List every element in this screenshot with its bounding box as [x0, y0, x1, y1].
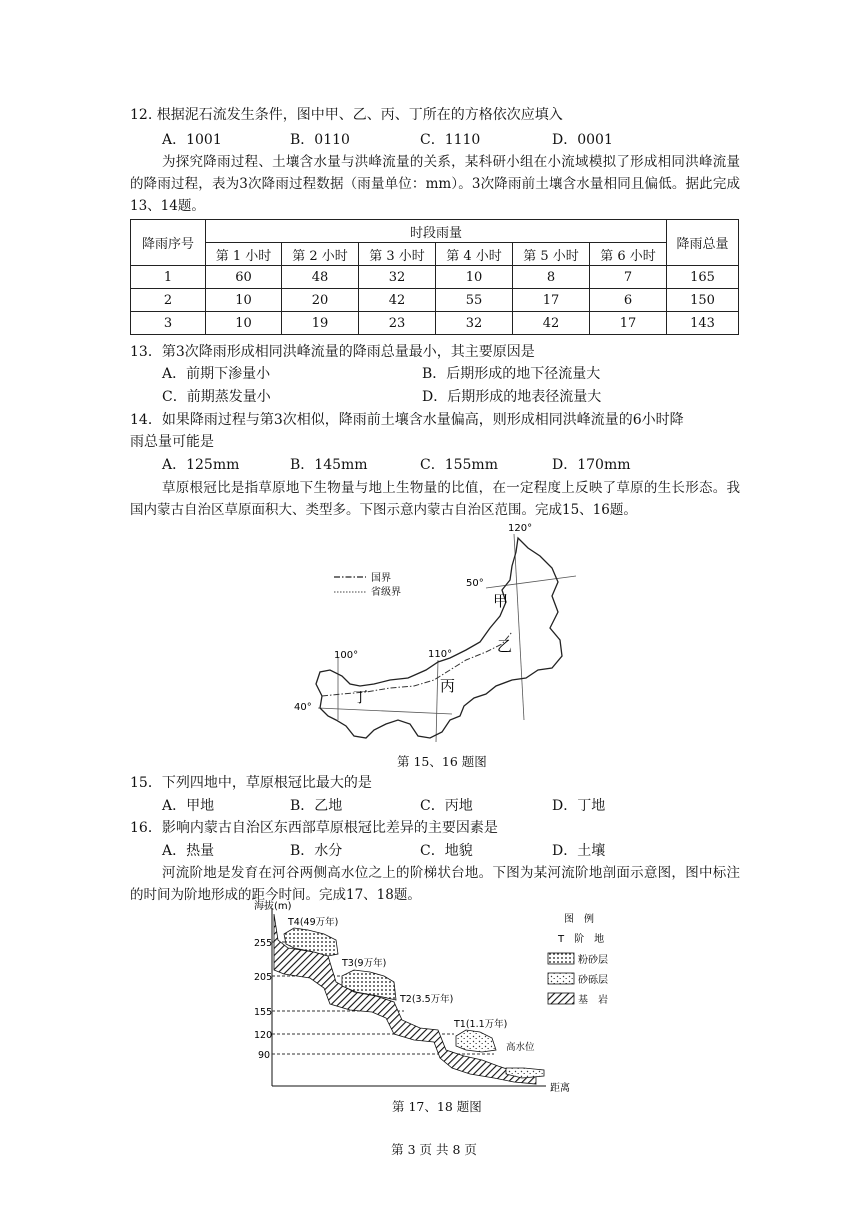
table-cell: 42	[359, 289, 436, 312]
ytick: 205	[254, 972, 273, 983]
legend-title: 图 例	[564, 914, 594, 925]
rain-table	[130, 219, 739, 335]
q13-option-c[interactable]: C．前期蒸发量小	[162, 389, 271, 405]
meridian-110	[436, 660, 438, 742]
q15-option-d[interactable]: D．丁地	[552, 798, 606, 814]
table-cell: 17	[513, 289, 590, 312]
header-seq: 降雨序号	[131, 220, 206, 266]
q13-stem: 13．第3次降雨形成相同洪峰流量的降雨总量最小，其主要原因是	[130, 344, 535, 360]
table-cell: 3	[131, 312, 206, 335]
q16-option-d[interactable]: D．土壤	[552, 843, 606, 859]
page-footer: 第 3 页 共 8 页	[391, 1142, 477, 1157]
table-cell: 32	[359, 266, 436, 289]
province-boundary	[322, 632, 512, 696]
table-cell: 10	[206, 312, 282, 335]
table-cell: 1	[131, 266, 206, 289]
lon-120-label: 120°	[508, 523, 533, 534]
q12-option-a[interactable]: A．1001	[162, 132, 222, 148]
table-cell: 2	[131, 289, 206, 312]
q13-option-a[interactable]: A．前期下渗量小	[162, 366, 271, 382]
meridian-120	[514, 534, 524, 720]
header-hour: 第 6 小时	[590, 243, 667, 266]
table-cell: 7	[590, 266, 667, 289]
legend-bedrock: 基 岩	[578, 995, 608, 1006]
inner-mongolia-map	[290, 520, 590, 750]
table-row	[131, 312, 739, 335]
lon-100-label: 100°	[334, 650, 359, 661]
legend-terrace: T 阶 地	[558, 934, 605, 945]
parallel-50	[486, 576, 576, 588]
q16-option-a[interactable]: A．热量	[162, 843, 215, 859]
legend-bedrock-swatch	[548, 993, 574, 1004]
region-outline	[316, 538, 562, 738]
terrace-caption: 第 17、18 题图	[392, 1099, 482, 1114]
legend-border: 国界	[371, 573, 391, 584]
intro-15-16: 草原根冠比是指草原地下生物量与地上生物量的比值，在一定程度上反映了草原的生长形态。我国内蒙古自治区草原面积大、类型多。下图示意内蒙古自治区范围。完成15、16题。	[130, 480, 740, 518]
header-total: 降雨总量	[667, 220, 739, 266]
q15-stem: 15．下列四地中，草原根冠比最大的是	[130, 775, 372, 791]
lat-50-label: 50°	[466, 578, 484, 589]
ytick: 90	[258, 1050, 271, 1061]
table-cell: 150	[667, 289, 739, 312]
header-hour: 第 2 小时	[282, 243, 359, 266]
q14-option-c[interactable]: C．155mm	[420, 457, 498, 473]
q14-option-d[interactable]: D．170mm	[552, 457, 631, 473]
ytick: 155	[254, 1007, 273, 1018]
q16-option-b[interactable]: B．水分	[290, 843, 343, 859]
legend-gravel: 砂砾层	[578, 975, 608, 986]
ytick: 120	[254, 1030, 273, 1041]
lat-40-label: 40°	[294, 702, 312, 713]
q15-option-a[interactable]: A．甲地	[162, 798, 215, 814]
river-terrace-diagram	[244, 900, 644, 1096]
table-cell: 42	[513, 312, 590, 335]
table-cell: 6	[590, 289, 667, 312]
table-cell: 60	[206, 266, 282, 289]
table-cell: 8	[513, 266, 590, 289]
ytick: 255	[254, 938, 273, 949]
legend-silt: 粉砂层	[578, 955, 608, 966]
q14-option-b[interactable]: B．145mm	[290, 457, 368, 473]
label-t4: T4(49万年)	[288, 917, 339, 928]
table-cell: 10	[436, 266, 513, 289]
table-cell: 17	[590, 312, 667, 335]
legend-province: 省级界	[371, 587, 401, 598]
label-jia: 甲	[493, 592, 509, 610]
q12-stem: 12. 根据泥石流发生条件，图中甲、乙、丙、丁所在的方格依次应填入	[130, 107, 563, 123]
q12-option-c[interactable]: C．1110	[420, 132, 481, 148]
table-cell: 23	[359, 312, 436, 335]
label-bing: 丙	[440, 677, 456, 695]
label-t3: T3(9万年)	[342, 958, 387, 969]
legend-silt-swatch	[548, 953, 574, 964]
header-hour: 第 3 小时	[359, 243, 436, 266]
table-row	[131, 289, 739, 312]
header-period: 时段雨量	[206, 220, 667, 243]
table-cell: 10	[206, 289, 282, 312]
axis-ylabel: 海拔(m)	[254, 901, 292, 912]
label-t1: T1(1.1万年)	[454, 1019, 508, 1030]
table-row	[131, 266, 739, 289]
map-caption: 第 15、16 题图	[397, 754, 487, 769]
q13-option-b[interactable]: B．后期形成的地下径流量大	[422, 366, 601, 382]
label-t2: T2(3.5万年)	[400, 994, 454, 1005]
t1-gravel-layer	[456, 1030, 496, 1052]
q16-option-c[interactable]: C．地貌	[420, 843, 473, 859]
q14-stem-line2: 雨总量可能是	[130, 434, 214, 450]
legend-gravel-swatch	[548, 973, 574, 984]
table-cell: 48	[282, 266, 359, 289]
header-hour: 第 4 小时	[436, 243, 513, 266]
q13-option-d[interactable]: D．后期形成的地表径流量大	[422, 389, 602, 405]
q16-stem: 16．影响内蒙古自治区东西部草原根冠比差异的主要因素是	[130, 820, 498, 836]
q14-stem-line1: 14．如果降雨过程与第3次相似，降雨前土壤含水量偏高，则形成相同洪峰流量的6小时降	[130, 412, 684, 428]
lon-110-label: 110°	[428, 649, 453, 660]
header-hour: 第 5 小时	[513, 243, 590, 266]
intro-13-14: 为探究降雨过程、土壤含水量与洪峰流量的关系，某科研小组在小流域模拟了形成相同洪峰流量的降雨过程，表为3次降雨过程数据（雨量单位：mm）。3次降雨前土壤含水量相同且偏低。据此完成13、14题。	[130, 154, 740, 214]
table-cell: 55	[436, 289, 513, 312]
label-yi: 乙	[497, 637, 513, 655]
q14-option-a[interactable]: A．125mm	[162, 457, 240, 473]
header-hour: 第 1 小时	[206, 243, 282, 266]
axis-xlabel: 距离	[550, 1083, 570, 1094]
intro-17-18: 河流阶地是发育在河谷两侧高水位之上的阶梯状台地。下图为某河流阶地剖面示意图，图中标注的时间为阶地形成的距今时间。完成17、18题。	[130, 865, 740, 903]
table-cell: 19	[282, 312, 359, 335]
q12-option-b[interactable]: B．0110	[290, 132, 350, 148]
table-cell: 143	[667, 312, 739, 335]
q12-option-d[interactable]: D．0001	[552, 132, 613, 148]
q15-option-c[interactable]: C．丙地	[420, 798, 473, 814]
label-high-water: 高水位	[506, 1042, 535, 1053]
label-ding: 丁	[353, 688, 369, 706]
table-cell: 20	[282, 289, 359, 312]
q15-option-b[interactable]: B．乙地	[290, 798, 343, 814]
table-cell: 165	[667, 266, 739, 289]
table-cell: 32	[436, 312, 513, 335]
